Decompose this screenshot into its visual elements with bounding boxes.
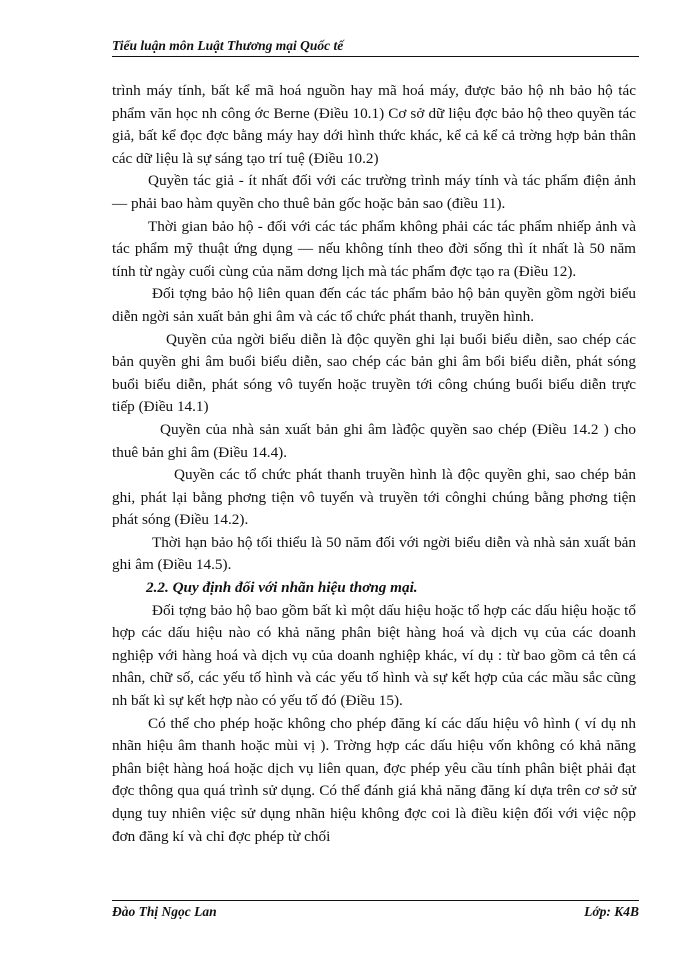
paragraph-trademark-subjects: Đối tợng bảo hộ bao gồm bất kì một dấu hiệu hoặc tổ hợp các dấu hiệu hoặc tổ hợp các dấu hiệu nào có khả năng phân biệt hàng hoá và dịch vụ của các doanh nghiệp với hàng hoá và dịch vụ của doanh nghiệp khác, ví dụ : từ bao gồm cả tên cá nhân, chữ số, các yếu tố hình và các yếu tố hình và sự kết hợp của các mầu sắc cũng nh bất kì sự kết hợp nào có yếu tố đó (Điều 15). xyxy=(112,601,636,710)
page-header xyxy=(112,38,639,57)
document-body xyxy=(112,80,636,848)
footer-author: Đào Thị Ngọc Lan xyxy=(112,904,217,919)
footer-class: Lớp: K4B xyxy=(584,904,639,919)
page-footer xyxy=(112,900,639,920)
paragraph-software-database: trình máy tính, bất kể mã hoá nguồn hay mã hoá máy, được bảo hộ nh bảo hộ tác phẩm văn học nh công ớc Berne (Điều 10.1) Cơ sở dữ liệu đợc bảo hộ theo quyền tác giả, bất kể đọc đợc bằng máy hay dới hình thức khác, kể cả kể cả trờng hợp bản thân các dữ liệu là sự sáng tạo trí tuệ (Điều 10.2) xyxy=(112,82,636,167)
paragraph-broadcasting-rights: Quyền các tổ chức phát thanh truyền hình là độc quyền ghi, sao chép bản ghi, phát lại bằng phơng tiện vô tuyến và truyền tới cônghi chúng bằng phơng tiện phát sóng (Điều 14.2). xyxy=(112,466,636,529)
paragraph-rental-rights: Quyền tác giả - ít nhất đối với các trường trình máy tính và tác phẩm điện ảnh — phải bao hàm quyền cho thuê bản gốc hoặc bản sao (điều 11). xyxy=(112,172,636,212)
paragraph-phonogram-producer-rights: Quyền của nhà sản xuất bản ghi âm làđộc quyền sao chép (Điều 14.2 ) cho thuê bản ghi âm (Điều 14.4). xyxy=(112,420,636,461)
paragraph-related-rights-subjects: Đối tợng bảo hộ liên quan đến các tác phẩm bảo hộ bản quyền gồm ngời biểu diễn ngời sản xuất bản ghi âm và các tổ chức phát thanh, truyền hình. xyxy=(112,285,636,325)
header-title: Tiểu luận môn Luật Thương mại Quốc tế xyxy=(112,38,344,53)
paragraph-performer-rights: Quyền của ngời biểu diễn là độc quyền ghi lại buổi biểu diễn, sao chép các bản quyền ghi âm buổi biểu diễn, sao chép các bản ghi âm bổi biểu diễn, phát sóng buổi biểu diễn, phát sóng vô tuyến hoặc truyền tới công chúng buổi biểu diễn trực tiếp (Điều 14.1) xyxy=(112,330,636,416)
paragraph-protection-term: Thời gian bảo hộ - đối với các tác phẩm không phải các tác phẩm nhiếp ảnh và tác phẩm mỹ thuật ứng dụng — nếu không tính theo đời sống thì ít nhất là 50 năm tính từ ngày cuối cùng của năm dơng lịch mà tác phẩm đợc tạo ra (Điều 12). xyxy=(112,217,636,280)
paragraph-trademark-registration: Có thể cho phép hoặc không cho phép đăng kí các dấu hiệu vô hình ( ví dụ nh nhãn hiệu âm thanh hoặc mùi vị ). Trờng hợp các dấu hiệu vốn không có khả năng phân biệt hàng hoá hoặc dịch vụ liên quan, đợc phép yêu cầu tính phân biệt phải đạt đợc thông qua quá trình sử dụng. Có thể đánh giá khả năng đăng kí dựa trên cơ sở sử dụng tuy nhiên việc sử dụng nhãn hiệu không đợc coi là điều kiện đối với việc nộp đơn đăng kí và chỉ đợc phép từ chối xyxy=(112,714,636,845)
header-rule xyxy=(112,56,639,57)
paragraph-minimum-term: Thời hạn bảo hộ tối thiểu là 50 năm đối với ngời biểu diễn và nhà sản xuất bản ghi âm (Điều 14.5). xyxy=(112,533,636,574)
section-heading-trademark: 2.2. Quy định đối với nhãn hiệu thơng mại. xyxy=(146,579,418,597)
footer-rule xyxy=(112,900,639,901)
